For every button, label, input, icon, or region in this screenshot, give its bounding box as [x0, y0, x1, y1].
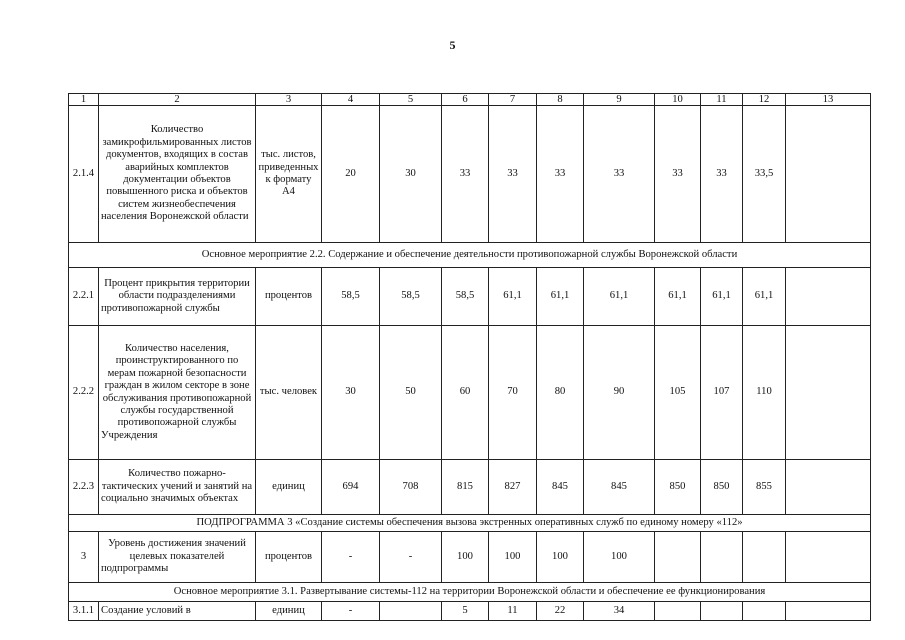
value-cell: 58,5: [442, 268, 489, 326]
column-header: 4: [322, 94, 380, 106]
indicator-name: Количество населения, проинструктированного по мерам пожарной безопасности граждан в жилом секторе в зоне обслуживания противопожарной службы государственной противопожарной службы Учреждения: [99, 326, 256, 460]
value-cell: [786, 532, 871, 583]
value-cell: 850: [655, 460, 701, 515]
table-row: [69, 268, 871, 326]
value-cell: [701, 532, 743, 583]
value-cell: 827: [489, 460, 537, 515]
unit-cell: единиц: [256, 460, 322, 515]
value-cell: 850: [701, 460, 743, 515]
column-header: 1: [69, 94, 99, 106]
value-cell: [380, 602, 442, 621]
value-cell: [655, 602, 701, 621]
table-row: [69, 106, 871, 243]
row-number: 2.2.2: [69, 326, 99, 460]
value-cell: -: [322, 602, 380, 621]
value-cell: 61,1: [489, 268, 537, 326]
value-cell: 60: [442, 326, 489, 460]
value-cell: 33: [537, 106, 584, 243]
value-cell: 5: [442, 602, 489, 621]
value-cell: 90: [584, 326, 655, 460]
value-cell: 110: [743, 326, 786, 460]
value-cell: -: [380, 532, 442, 583]
value-cell: 100: [584, 532, 655, 583]
indicator-name: Количество замикрофильмированных листов документов, входящих в состав аварийных комплектов документации объектов повышенного риска и объектов систем жизнеобеспечения населения Воронежской области: [99, 106, 256, 243]
column-header: 9: [584, 94, 655, 106]
row-number: 3.1.1: [69, 602, 99, 621]
column-header: 8: [537, 94, 584, 106]
value-cell: -: [322, 532, 380, 583]
value-cell: 34: [584, 602, 655, 621]
value-cell: 100: [442, 532, 489, 583]
value-cell: 61,1: [655, 268, 701, 326]
value-cell: 100: [489, 532, 537, 583]
value-cell: 708: [380, 460, 442, 515]
section-row: [69, 583, 871, 602]
value-cell: 845: [537, 460, 584, 515]
indicator-name: Процент прикрытия территории области подразделениями противопожарной службы: [99, 268, 256, 326]
column-header: 6: [442, 94, 489, 106]
value-cell: [786, 326, 871, 460]
program-row: [69, 515, 871, 532]
value-cell: 33: [489, 106, 537, 243]
value-cell: [655, 532, 701, 583]
value-cell: 61,1: [743, 268, 786, 326]
value-cell: 70: [489, 326, 537, 460]
value-cell: 61,1: [584, 268, 655, 326]
value-cell: 100: [537, 532, 584, 583]
unit-cell: единиц: [256, 602, 322, 621]
program-title: ПОДПРОГРАММА 3 «Создание системы обеспечения вызова экстренных оперативных служб по единому номеру «112»: [69, 515, 871, 532]
value-cell: 33: [655, 106, 701, 243]
value-cell: 845: [584, 460, 655, 515]
value-cell: 694: [322, 460, 380, 515]
header-row: [69, 94, 871, 106]
unit-cell: процентов: [256, 268, 322, 326]
table-row: [69, 460, 871, 515]
value-cell: 33,5: [743, 106, 786, 243]
table-row: [69, 532, 871, 583]
value-cell: 58,5: [380, 268, 442, 326]
column-header: 10: [655, 94, 701, 106]
value-cell: 33: [442, 106, 489, 243]
table-row: [69, 326, 871, 460]
section-title: Основное мероприятие 2.2. Содержание и обеспечение деятельности противопожарной службы Воронежской области: [69, 243, 871, 268]
row-number: 2.1.4: [69, 106, 99, 243]
indicator-name: Уровень достижения значений целевых показателей подпрограммы: [99, 532, 256, 583]
indicator-name: Создание условий в: [99, 602, 256, 621]
value-cell: 50: [380, 326, 442, 460]
value-cell: [786, 106, 871, 243]
unit-cell: тыс. человек: [256, 326, 322, 460]
value-cell: 107: [701, 326, 743, 460]
value-cell: 20: [322, 106, 380, 243]
row-number: 2.2.3: [69, 460, 99, 515]
column-header: 2: [99, 94, 256, 106]
indicators-table: [68, 93, 871, 621]
value-cell: [701, 602, 743, 621]
column-header: 5: [380, 94, 442, 106]
value-cell: 58,5: [322, 268, 380, 326]
value-cell: [786, 460, 871, 515]
value-cell: 30: [322, 326, 380, 460]
value-cell: 30: [380, 106, 442, 243]
table-body: [69, 94, 871, 621]
column-header: 7: [489, 94, 537, 106]
value-cell: 105: [655, 326, 701, 460]
value-cell: 11: [489, 602, 537, 621]
value-cell: 855: [743, 460, 786, 515]
value-cell: [786, 602, 871, 621]
table-row: [69, 602, 871, 621]
column-header: 13: [786, 94, 871, 106]
unit-cell: процентов: [256, 532, 322, 583]
value-cell: [786, 268, 871, 326]
value-cell: 61,1: [701, 268, 743, 326]
column-header: 3: [256, 94, 322, 106]
value-cell: 33: [584, 106, 655, 243]
column-header: 11: [701, 94, 743, 106]
value-cell: [743, 602, 786, 621]
value-cell: 80: [537, 326, 584, 460]
value-cell: 22: [537, 602, 584, 621]
value-cell: 33: [701, 106, 743, 243]
unit-cell: тыс. листов, приведенных к формату А4: [256, 106, 322, 243]
indicator-name: Количество пожарно-тактических учений и занятий на социально значимых объектах: [99, 460, 256, 515]
value-cell: 61,1: [537, 268, 584, 326]
row-number: 3: [69, 532, 99, 583]
value-cell: 815: [442, 460, 489, 515]
section-row: [69, 243, 871, 268]
value-cell: [743, 532, 786, 583]
page-number: 5: [449, 38, 456, 52]
section-title: Основное мероприятие 3.1. Развертывание системы-112 на территории Воронежской области и обеспечение ее функционирования: [69, 583, 871, 602]
row-number: 2.2.1: [69, 268, 99, 326]
column-header: 12: [743, 94, 786, 106]
